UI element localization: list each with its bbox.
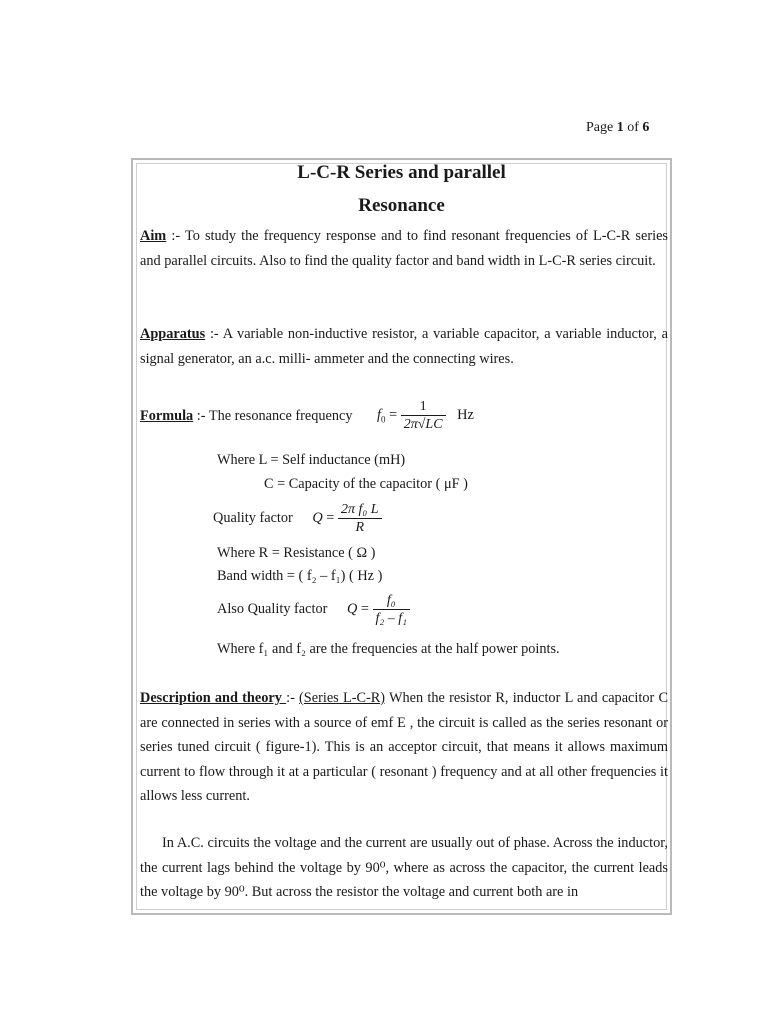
apparatus-section [140, 322, 668, 371]
resonance-numerator: 1 [401, 398, 446, 416]
description-section [140, 686, 668, 809]
aim-section [140, 224, 668, 273]
f0-symbol: f [377, 406, 381, 423]
quality-factor-label: Quality factor [213, 509, 293, 526]
also-quality-factor-line [217, 592, 410, 627]
frequency-unit: Hz [457, 406, 474, 423]
page-of: of [627, 120, 639, 135]
aim-text: :- To study the frequency response and to find resonant frequencies of L-C-R series and parallel circuits. Also to find the quality factor and band width in L-C-R series circuit. [140, 228, 668, 269]
formula-line [140, 404, 353, 428]
page-label: Page [586, 120, 614, 135]
q2-equals: = [360, 600, 369, 617]
q2-symbol: Q [346, 600, 358, 617]
also-quality-factor-label: Also Quality factor [217, 600, 328, 617]
description-text: When the resistor R, inductor L and capacitor C are connected in series with a source of emf E , the circuit is called as the series resonant or series tuned circuit ( figure-1). This is an acceptor circuit, that means it allows maximum current to flow through it at a particular ( resonant ) frequency and at all other frequencies it allows less current. [140, 690, 668, 804]
document-frame [131, 158, 672, 915]
bandwidth-formula: Band width = ( f₂ – f₁) ( Hz ) [217, 568, 383, 584]
equals-sign: = [389, 406, 398, 423]
where-resistance: Where R = Resistance ( Ω ) [217, 545, 376, 561]
where-inductance: Where L = Self inductance (mH) [217, 452, 406, 468]
page-number [586, 120, 649, 136]
aim-heading: Aim [140, 228, 167, 244]
f0-subscript: 0 [380, 414, 386, 425]
series-lcr-label: (Series L-C-R) [299, 690, 386, 706]
page-current: 1 [616, 120, 624, 135]
q2-numerator: f₀ [373, 592, 411, 610]
description-heading: Description and theory [140, 690, 287, 706]
q-denominator: R [355, 520, 364, 535]
resonance-denominator: 2π√LC [403, 417, 443, 432]
where-half-power: Where f₁ and f₂ are the frequencies at the half power points. [217, 641, 560, 657]
document-title-line1: L-C-R Series and parallel [297, 162, 506, 183]
apparatus-heading: Apparatus [140, 326, 206, 342]
formula-heading: Formula [140, 408, 194, 424]
q-equals: = [326, 509, 335, 526]
formula-intro: :- The resonance frequency [193, 408, 353, 424]
q2-denominator: f₂ – f₁ [375, 611, 408, 626]
where-capacitance: C = Capacity of the capacitor ( μF ) [264, 476, 468, 492]
q-numerator: 2π f₀ L [338, 501, 382, 519]
q-fraction [338, 501, 382, 536]
apparatus-text: :- A variable non-inductive resistor, a variable capacitor, a variable inductor, a signal generator, an a.c. milli- ammeter and the connecting wires. [140, 326, 668, 367]
q-symbol: Q [312, 509, 323, 526]
description-para2: In A.C. circuits the voltage and the current are usually out of phase. Across the inductor, the current lags behind the voltage by 90⁰, where as across the capacitor, the current leads the voltage by 90⁰. But across the resistor the voltage and current both are in [140, 835, 668, 900]
description-separator: :- [286, 690, 300, 706]
quality-factor-line [213, 501, 382, 536]
resonance-formula [377, 398, 474, 433]
resonance-fraction [401, 398, 446, 433]
document-title-line2: Resonance [358, 195, 445, 216]
page-total: 6 [642, 120, 650, 135]
q2-fraction [373, 592, 411, 627]
